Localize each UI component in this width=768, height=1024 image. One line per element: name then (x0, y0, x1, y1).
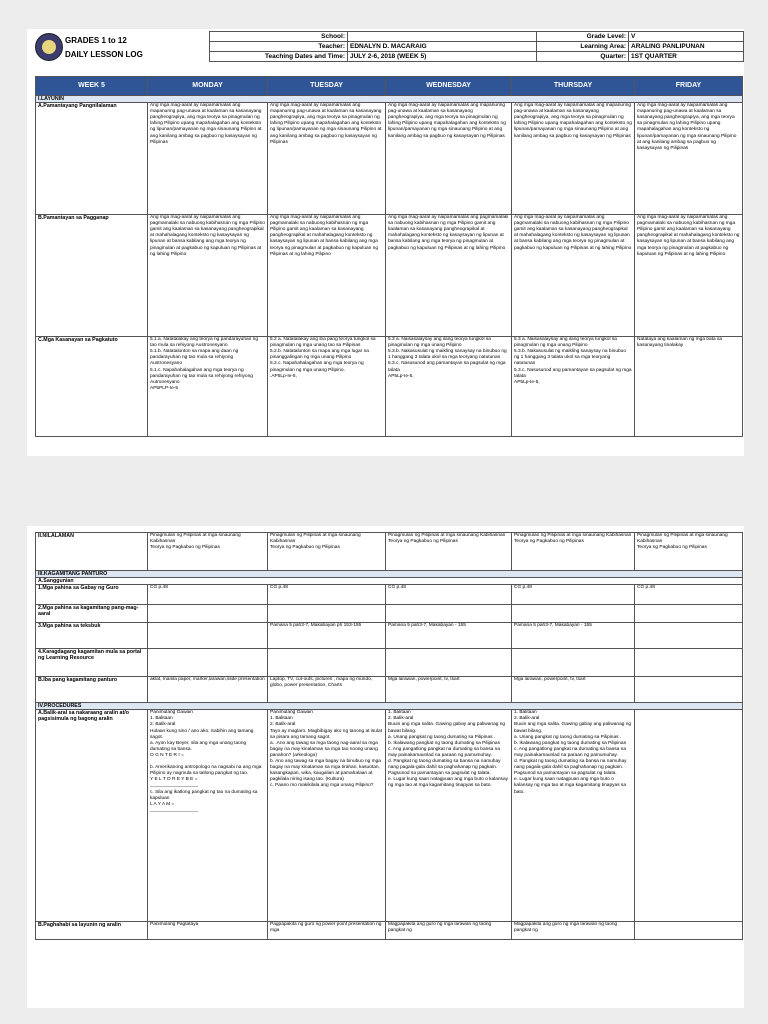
grade-level-label: Grade Level: (537, 32, 629, 42)
cell-a-thursday: Ang mga mag-aaral ay naipamamalas ang mapanuring pag-unawa at kaalaman sa kasanayang pangheograpiya, ang mga teorya sa pinagmulan ng lahing Pilipino upang mapahalagahan ang konteksto ng lipunan/pamayanan ng mga sinaunang Pilipino at ang kanilang ambag sa pagbuo ng kasaysayan ng Pilipinas (512, 103, 635, 215)
log-title: DAILY LESSON LOG (65, 50, 143, 59)
cell-a-friday: Ang mga mag-aaral ay naipamamalas ang mapanuring pag-unawa at kaalaman sa kasanayang pangheograpiya, ang mga teorya sa pinagmulan ng lahing Pilipino upang mapahalagahan ang konteksto ng lipunan/pamayanan ng mga sinaunang Pilipino at ang kanilang ambag sa pagbuo ng kasaysayan ng Pilipinas (635, 103, 743, 215)
col-friday: FRIDAY (635, 77, 743, 96)
teacher-value: EDNALYN D. MACARAIG (348, 42, 537, 52)
col-monday: MONDAY (148, 77, 268, 96)
deped-seal-icon (35, 33, 63, 61)
section-procedures: IV.PROCEDURES (36, 703, 743, 710)
dates-value: JULY 2-6, 2018 (WEEK 5) (348, 52, 537, 62)
cell-iba-wednesday: Mga larawan, powerpoint, tv, tsart (386, 677, 512, 703)
row-label-balik-aral: A.Balik-aral sa nakaraang aralin at/o pagsisimula ng bagong aralin (36, 710, 148, 922)
lesson-log-page-1 (27, 29, 744, 456)
row-label-pang-mag-aaral: 2.Mga pahina sa kagamitang pang-mag-aaral (36, 605, 148, 623)
row-label-b: B.Pamantayan sa Pagganap (36, 215, 148, 337)
cell-c-thursday: 5.3 a. Naisasalaysay ang ilang teorya tungkol sa pinagmulan ng mga unang Pilipino 5.3.b. Nakasusulat ng maikling sanaysay na binubuo ng 1 hanggang 3 talata ukol sa mga teoryang natutunan 5.3.c. Nasusunod ang pamantayan sa pagsulat ng mga talata AP5Lp-Ie-5, (512, 337, 635, 437)
cell-nilalaman-monday: Pinagmulan ng Pilipinas at mga sinaunang Kabihasnan Teorya ng Pagkabuo ng Pilipinas (148, 533, 268, 571)
cell-balik-aral-thursday: 1. Balitaan 2. Balik-aral Buuin ang mga salita. Gawing gabay ang paliwanag ng bawat bilang. a. Unang pangkat ng taong dumating sa Pilipinas . b. Ikalawang pangkat ng taong dumating sa Pilipinas c. Ang pangatlong pangkat na dumating sa bansa na may painakamaunlad na paraan ng pamumuhay. d. Pangkat ng taong dumating sa bansa na namuhay nang pagala-gala dahil sa paghahanap ng pagkain. Pagsunod sa pamantayan sa pagsulat ng talata. e. Lugar kung saan natagpuan ang mga buto o kalansay ng mga tao at mga kagamitang tinapyas sa bato. (512, 710, 635, 922)
learning-area-value: ARALING PANLIPUNAN (629, 42, 744, 52)
cell-teksbuk-wednesday: Pamana 5 pah3-7, Makabayan - 155 (386, 623, 512, 649)
cell-balik-aral-monday: Panimulang Gawain 1. Balitaan 2. Balik-aral Hulaan kung sino / ano ako. Sabihin ang tamang sagot. a. Ayon kay Beyer, sila ang mga unang taong dumating sa bansa. O G N T E R I = b. Amerikanong antropologo na nagsabi na ang mga Pilipino ay nagmula sa tatlong pangkat ng tao. Y E L T O R E Y B E = __________________ c. Sila ang ikatlong pangkat ng tao na dumating sa kapuluan L A Y A M = __________________ (148, 710, 268, 922)
cell-teksbuk-tuesday: Pamana 5 pah3-7, Makabayan ph 153-155 (268, 623, 386, 649)
col-thursday: THURSDAY (512, 77, 635, 96)
row-label-a: A.Pamantayang Pangnilalaman (36, 103, 148, 215)
cell-a-wednesday: Ang mga mag-aaral ay naipamamalas ang mapanuring pag-unawa at kaalaman sa kasanayang pangheograpiya, ang mga teorya sa pinagmulan ng lahing Pilipino upang mapahalagahan ang konteksto ng lipunan/pamayanan ng mga sinaunang Pilipino at ang kanilang ambag sa pagbuo ng kasaysayan ng Pilipinas (386, 103, 512, 215)
row-label-iba-pang-kagamitan: B.Iba pang kagamitang panturo (36, 677, 148, 703)
col-week: WEEK 5 (36, 77, 148, 96)
col-tuesday: TUESDAY (268, 77, 386, 96)
content-table (35, 532, 743, 940)
school-label: School: (210, 32, 348, 42)
cell-c-tuesday: 5.2 a. Natatalakay ang iba pang teorya tungkol sa pinagmulan ng mga unang tao sa Pilipinas 5.2.b. Natatalunton sa mapa ang mga lugar na pinanggalingan ng mga unang Pilipino 5.2.c. Napahahalagahan ang mga teorya ng pinagmulan ng mga unang Pilipino. .AP5Lp-Ie-5, (268, 337, 386, 437)
cell-gabay-thursday: CG p.48 (512, 585, 635, 605)
row-label-nilalaman: II.NILALAMAN (36, 533, 148, 571)
cell-gabay-monday: CG p.48 (148, 585, 268, 605)
row-label-portal: 4.Karagdagang kagamitan mula sa portal ng Learning Resource (36, 649, 148, 677)
cell-paghahabi-tuesday: Pagpapakita ng guro ng power point presentation ng mga (268, 922, 386, 940)
lesson-log-page-2 (27, 526, 744, 1008)
teacher-label: Teacher: (210, 42, 348, 52)
cell-paghahabi-thursday: Magpapakita ang guro ng mga larawan ng taong pangkat ng (512, 922, 635, 940)
cell-teksbuk-thursday: Pamana 5 pah3-7, Makabayan - 155 (512, 623, 635, 649)
objectives-table (35, 76, 743, 437)
cell-b-thursday: Ang mga mag-aaral ay naipamamalas ang pagmamalaki sa nabuong kabihasnan ng mga Pilipino gamit ang kaalaman sa kasanayang pangheograpikal at mahahalagang konteksto ng kasaysayan ng lipunan at bansa kabilang ang mga teorya ng pinagmulan at pagkabuo ng kapuluan ng Pilipinas at ng lahing Pilipino (512, 215, 635, 337)
cell-nilalaman-wednesday: Pinagmulan ng Pilipinas at mga sinaunang Kabihasnan Teorya ng Pagkabuo ng Pilipinas (386, 533, 512, 571)
row-label-paghahabi: B.Paghahabi sa layunin ng aralin (36, 922, 148, 940)
cell-b-monday: Ang mga mag-aaral ay naipamamalas ang pagmamalaki sa nabuong kabihasnan ng mga Pilipino gamit ang kaalaman sa kasanayang pangheograpikal at mahahalagang konteksto ng kasaysayan ng lipunan at bansa kabilang ang mga teorya ng pinagmulan at pagkabuo ng kapuluan ng Pilipinas at ng lahing Pilipino (148, 215, 268, 337)
cell-balik-aral-tuesday: Panimulang Gawain 1. Balitaan 2. Balik-aral Tayo ay maglaro. Magbibigay ako ng tanong at isulat sa pisara ang tamang sagot. a. .Ano ang tawag sa mga taong nag-aaral sa mga bagay na may kinalaman sa mga tao noong unang panahon? (arkeologo) b. Ano ang tawag sa mga bagay na binubuo ng mga bagay na may kinalaman sa mga tirahan, kasuotan, kasangkapan, wika, kaugalian at pamahalaan at pagkilala niring isang tao. (Kultura) c. Paano mo makikilala ang mga unang Pilipino? (268, 710, 386, 922)
section-layunin: I.LAYUNIN (36, 96, 743, 103)
row-label-gabay: 1.Mga pahina sa Gabay ng Guro (36, 585, 148, 605)
row-label-c: C.Mga Kasanayan sa Pagkatuto (36, 337, 148, 437)
cell-b-wednesday: Ang mga mag-aaral ay naipamamalas ang pagmamalaki sa nabuong kabihasnan ng mga Pilipino gamit ang kaalaman sa kasanayang pangheograpikal at mahahalagang konteksto ng kasaysayan ng lipunan at bansa kabilang ang mga teorya ng pinagmulan at pagkabuo ng kapuluan ng Pilipinas at ng lahing Pilipino (386, 215, 512, 337)
cell-iba-monday: aklat, manila paper, marker,larawan,slide presentation (148, 677, 268, 703)
cell-c-monday: 5.1.a. Natatalakay ang teorya ng pandarayuhan ng tao mula sa rehiyong Austronesyano 5.1.b. Natatalunton sa mapa ang daan ng pandarayuhan ng tao mula sa rehiyong Austronesyano 5.1.c. Napahahalagahan ang mga teorya ng pandarayuhan ng tao mula sa rehiyong rehiyong Autronesyano AP5PLP-Ie-5 (148, 337, 268, 437)
cell-paghahabi-wednesday: Magpapakita ang guro ng mga larawan ng taong pangkat ng (386, 922, 512, 940)
cell-gabay-tuesday: CG p.48 (268, 585, 386, 605)
section-sanggunian: A.Sanggunian (36, 578, 743, 585)
cell-balik-aral-wednesday: 1. Balitaan 2. Balik-aral Buuin ang mga salita. Gawing gabay ang paliwanag ng bawat bilang. a. Unang pangkat ng taong dumating sa Pilipinas . b. Ikalawang pangkat ng taong dumating sa Pilipinas c. Ang pangatlong pangkat na dumating sa bansa na may painakamaunlad na paraan ng pamumuhay. d. Pangkat ng taong dumating sa bansa na namuhay nang pagala-gala dahil sa paghahanap ng pagkain. Pagsunod sa pamantayan sa pagsulat ng talata. e. Lugar kung saan natagpuan ang mga buto o kalansay ng mga tao at mga kagamitang tinapyas sa bato. (386, 710, 512, 922)
row-label-teksbuk: 3.Mga pahina sa teksbuk (36, 623, 148, 649)
grades-label: GRADES 1 to 12 (65, 36, 127, 45)
quarter-label: Quarter: (537, 52, 629, 62)
header (35, 29, 742, 65)
cell-b-friday: Ang mga mag-aaral ay naipamamalas ang pagmamalaki sa nabuong kabihasnan ng mga Pilipino gamit ang kaalaman sa kasanayang pangheograpikal at mahahalagang konteksto ng kasaysayan ng lipunan at bansa kabilang ang mga teorya ng pinagmulan at pagkabuo ng kapuluan ng Pilipinas at ng lahing Pilipino (635, 215, 743, 337)
learning-area-label: Learning Area: (537, 42, 629, 52)
school-value (348, 32, 537, 42)
cell-iba-thursday: Mga larawan, powerpoint, tv, tsart (512, 677, 635, 703)
col-wednesday: WEDNESDAY (386, 77, 512, 96)
cell-paghahabi-monday: Panimulang Pagtataya (148, 922, 268, 940)
cell-iba-tuesday: Laptop, TV, cut-outs, pictures , mapa ng mundo, globo, power presentation, Charts (268, 677, 386, 703)
cell-c-wednesday: 5.3 a. Naisasalaysay ang ilang teorya tungkol sa pinagmulan ng mga unang Pilipino 5.3.b. Nakasusulat ng maikling sanaysay na binubuo ng 1 hanggang 3 talata ukol sa mga teoryang natutunan 5.3.c. Nasusunod ang pamantayan sa pagsulat ng mga talata AP5Lp-Ie-5, (386, 337, 512, 437)
cell-a-tuesday: Ang mga mag-aaral ay naipamamalas ang mapanuring pag-unawa at kaalaman sa kasanayang pangheograpiya, ang mga teorya sa pinagmulan ng lahing Pilipino upang mapahalagahan ang konteksto ng lipunan/pamayanan ng mga sinaunang Pilipino at ang kanilang ambag sa pagbuo ng kasaysayan ng Pilipinas (268, 103, 386, 215)
cell-c-friday: Natataya ang kaalaman ng mga bata sa kasanayang tinalakay (635, 337, 743, 437)
section-kagamitan: III.KAGAMITANG PANTURO (36, 571, 743, 578)
cell-nilalaman-tuesday: Pinagmulan ng Pilipinas at mga sinaunang Kabihasnan Teorya ng Pagkabuo ng Pilipinas (268, 533, 386, 571)
cell-a-monday: Ang mga mag-aaral ay naipamamalas ang mapanuring pag-unawa at kaalaman sa kasanayang pangheograpiya, ang mga teorya sa pinagmulan ng lahing Pilipino upang mapahalagahan ang konteksto ng lipunan/pamayanan ng mga sinaunang Pilipino at ang kanilang ambag sa pagbuo ng kasaysayan ng Pilipinas (148, 103, 268, 215)
grade-level-value: V (629, 32, 744, 42)
cell-nilalaman-friday: Pinagmulan ng Pilipinas at mga sinaunang Kabihasnan Teorya ng Pagkabuo ng Pilipinas (635, 533, 743, 571)
cell-nilalaman-thursday: Pinagmulan ng Pilipinas at mga sinaunang Kabihasnan Teorya ng Pagkabuo ng Pilipinas (512, 533, 635, 571)
dates-label: Teaching Dates and Time: (210, 52, 348, 62)
cell-gabay-wednesday: CG p.48 (386, 585, 512, 605)
header-info-table (209, 31, 744, 62)
quarter-value: 1ST QUARTER (629, 52, 744, 62)
cell-b-tuesday: Ang mga mag-aaral ay naipamamalas ang pagmamalaki sa nabuong kabihasnan ng mga Pilipino gamit ang kaalaman sa kasanayang pangheograpikal at mahahalagang konteksto ng kasaysayan ng lipunan at bansa kabilang ang mga teorya ng pinagmulan at pagkabuo ng kapuluan ng Pilipinas at ng lahing Pilipino (268, 215, 386, 337)
cell-gabay-friday: CG p.48 (635, 585, 743, 605)
